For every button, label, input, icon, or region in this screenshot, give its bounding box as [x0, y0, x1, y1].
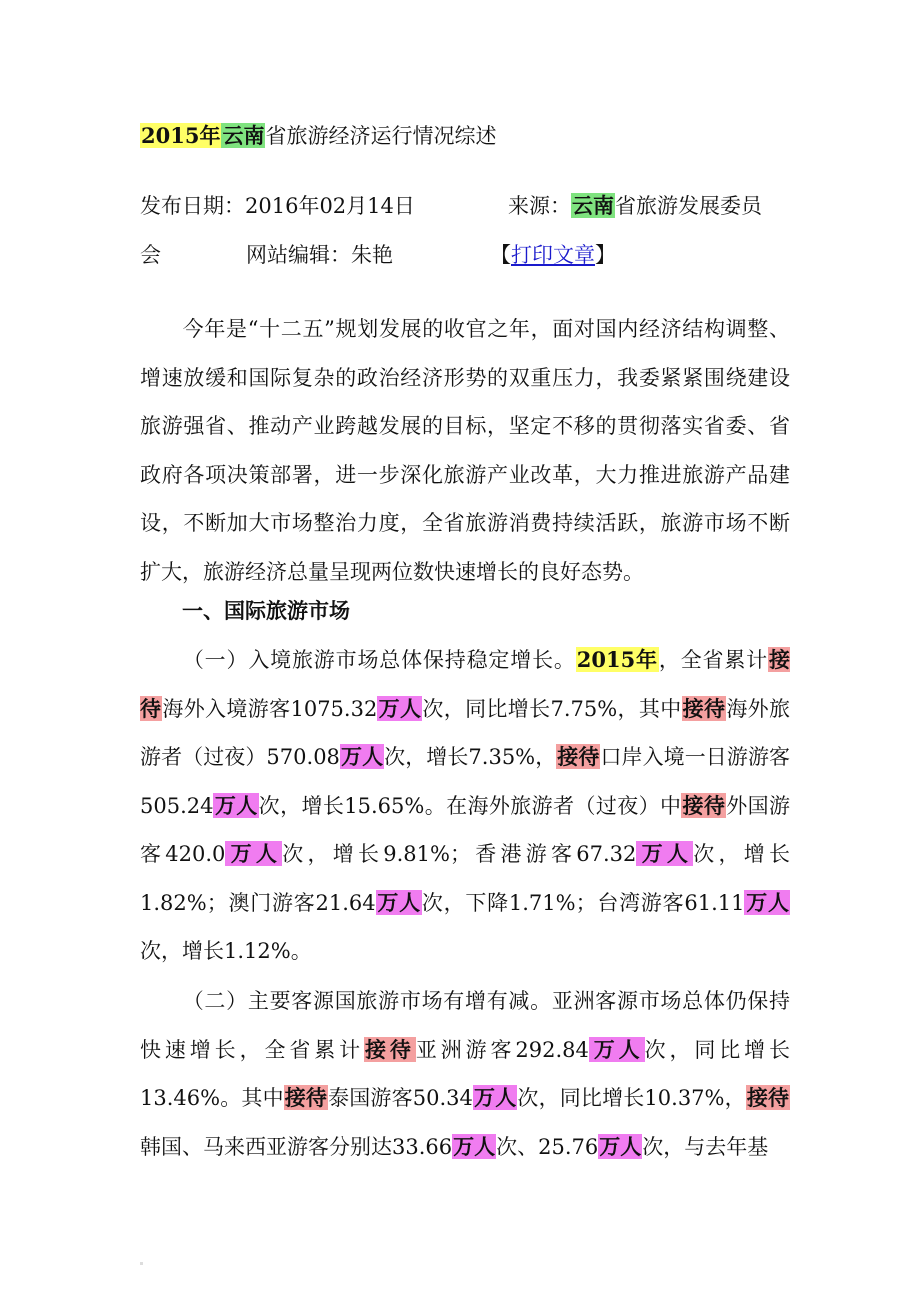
inbound-text: 外国游客420.0	[140, 793, 791, 866]
inbound-text: 次，增长7.35%，	[384, 745, 557, 769]
source-market-paragraph	[140, 977, 790, 1171]
reception-highlight: 接待	[365, 1036, 415, 1062]
year-highlight: 2015年	[576, 647, 658, 672]
wanren-highlight: 万人	[340, 744, 384, 769]
title-year-highlight: 2015年	[141, 123, 221, 148]
article-title	[140, 118, 496, 154]
reception-highlight: 接待	[557, 744, 600, 769]
wanren-highlight: 万人	[378, 695, 422, 721]
print-article	[490, 237, 616, 273]
inbound-text: 次，增长9.81%；香港游客67.32	[282, 842, 637, 866]
print-bracket-close: 】	[595, 243, 616, 267]
print-article-link[interactable]: 打印文章	[511, 243, 595, 267]
inbound-text: 次，增长15.65%。在海外旅游者（过夜）中	[258, 793, 682, 818]
intro-text: 今年是“十二五”规划发展的收官之年，面对国内经济结构调整、增速放缓和国际复杂的政治经济形势的双重压力，我委紧紧围绕建设旅游强省、推动产业跨越发展的目标，坚定不移的贯彻落实省委、省政府各项决策部署，进一步深化旅游产业改革，大力推进旅游产品建设，不断加大市场整治力度，全省旅游消费持续活跃，旅游市场不断扩大，旅游经济总量呈现两位数快速增长的良好态势。	[140, 317, 790, 584]
source-rest: 省旅游发展委员	[615, 194, 762, 218]
source-market-text: 次、25.76	[496, 1134, 599, 1159]
wanren-highlight: 万人	[226, 841, 282, 866]
title-rest: 省旅游经济运行情况综述	[265, 124, 497, 148]
source-market-text: 泰国游客50.34	[328, 1086, 473, 1110]
wanren-highlight: 万人	[453, 1133, 496, 1159]
inbound-text: 次，增长1.12%。	[140, 939, 312, 963]
reception-highlight: 接待	[140, 647, 791, 721]
source-market-text: 次，同比增长10.37%，	[517, 1086, 746, 1110]
reception-highlight: 接待	[682, 695, 726, 721]
title-place-highlight: 云南	[222, 123, 265, 148]
print-bracket-open: 【	[490, 243, 511, 267]
source-line	[508, 188, 762, 224]
wanren-highlight: 万人	[637, 841, 693, 866]
reception-highlight: 接待	[746, 1085, 790, 1110]
inbound-text: 海外入境游客1075.32	[162, 696, 378, 721]
source-place-highlight: 云南	[572, 193, 614, 218]
wanren-highlight: 万人	[599, 1133, 642, 1159]
inbound-text: 口岸入境一日游游客505.24	[140, 745, 791, 818]
inbound-paragraph	[140, 636, 790, 976]
reception-highlight: 接待	[682, 792, 726, 818]
wanren-highlight: 万人	[214, 792, 258, 818]
wanren-highlight: 万人	[589, 1036, 644, 1062]
source-market-text: 次，与去年基	[642, 1134, 769, 1159]
section-heading: 一、国际旅游市场	[182, 599, 350, 623]
wanren-highlight: 万人	[473, 1085, 517, 1110]
source-wrap: 会	[140, 243, 161, 267]
publish-date: 发布日期：2016年02月14日	[140, 194, 415, 218]
source-prefix: 来源：	[508, 194, 571, 218]
source-market-text: 韩国、马来西亚游客分别达33.66	[140, 1134, 453, 1159]
source-market-text: 次，同比增长13.46%。其中	[140, 1037, 791, 1110]
page-mark	[140, 1262, 143, 1265]
inbound-text: 次，增长1.82%；澳门游客21.64	[140, 842, 790, 915]
inbound-text: （一）入境旅游市场总体保持稳定增长。	[182, 648, 576, 672]
inbound-text: 次，同比增长7.75%，其中	[422, 696, 682, 721]
source-market-text: （二）主要客源国旅游市场有增有减。亚洲客源市场总体仍保持快速增长，全省累计	[140, 989, 790, 1062]
inbound-text: 次，下降1.71%；台湾游客61.11	[421, 890, 745, 915]
intro-paragraph	[140, 305, 790, 596]
wanren-highlight: 万人	[745, 889, 789, 915]
reception-highlight: 接待	[284, 1085, 328, 1110]
source-market-text: 亚洲游客292.84	[415, 1037, 589, 1062]
wanren-highlight: 万人	[376, 889, 421, 915]
inbound-text: ，全省累计	[658, 648, 769, 672]
site-editor: 网站编辑：朱艳	[246, 243, 393, 267]
inbound-text: 海外旅游者（过夜）570.08	[140, 696, 791, 769]
